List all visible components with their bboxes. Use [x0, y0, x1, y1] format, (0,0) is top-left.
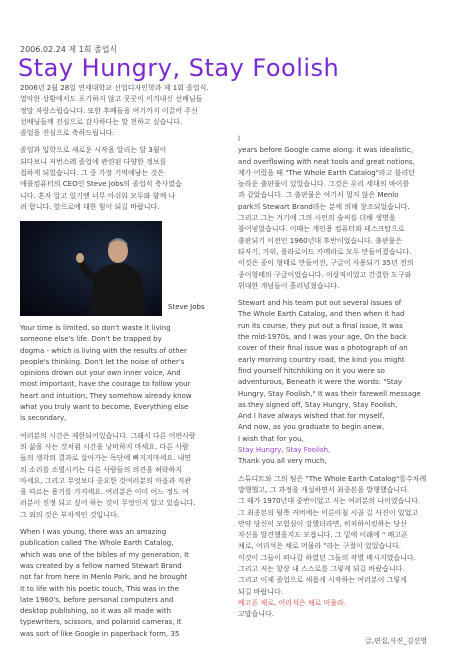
speech-excerpt-english-2: When I was young, there was an amazing publication called The Whole Earth Catalog, which was one of the bibles of my generation, It was created by a fellow named Stewart Brand not far from here in Menlo Park, and he brought it to life with his poetic touch, This was in the late 1960's, before personal computers and desktop publishing, so it was all made with typewriters, scissors, and polaroid cameras, It was sort of like Google in paperback form, 35: [20, 528, 189, 638]
korean-thank-you-line: 고맙습니다.: [238, 610, 275, 619]
speech-continuation-paragraph: l years before Google came along: it was idealistic, and overflowing with neat tools and great notions, 제가 어렸을 때 "The Whole Earth Catalog"라고 불리던 놀라운 출판물이 있었습니다. 그것은 우리 세대의 바이블 과 같았습니다. 그 출판물은 여기서 멀지 않은 Menlo park의 Stewart Brand라는 분에 의해 창조되었습니다. 그리고 그는 거기에 그의 시인의 숨씨를 더해 생명을 불어넣었습니다. 이때는 개인용 컴퓨터와 데스크탑으로 출판되기 이전인 1960년대 후반이었습니다. 출판물은 타자기, 가위, 폴라로이드 카메라로 모두 만들어졌습니다. 이것은 종이 형태로 만들어진, 구글이 사용되기 35년 전의 종이형태의 구글이었습니다. 이상적이었고 간결한 도구와 위대한 개념들이 흘러넘쳤습니다.: [238, 135, 415, 290]
left-speech-column: [20, 323, 210, 646]
right-speech-column: [238, 134, 430, 626]
speech-excerpt-english-1: Your time is limited, so don't waste it living someone else's life. Don't be trapped by dogma - which is living with the results of other people's thinking. Don't let the noise of other's opinions drown out your own inner voice, And most important, have the courage to follow your heart and intuition, They somehow already know what you truly want to become, Everything else is secondary,: [20, 324, 192, 423]
speech-excerpt-english-3: Stewart and his team put out several issues of The Whole Earth Catalog, and then when it had run its course, they put out a final issue, It was the mid-1970s, and I was your age, On the back cover of their final issue was a photograph of an early morning country road, the kind you might find yourself hitchhiking on it you were so adventurous, Beneath it were the words: "Stay Hungry, Stay Foolish," It was their farewell message as they signed off, Stay Hungry, Stay Foolish, And I have always wished that for myself, And now, as you graduate to begin anew, I wish that for you,: [238, 299, 421, 443]
stay-hungry-highlight: Stay Hungry, Stay Foolish,: [238, 446, 331, 455]
korean-stay-hungry-highlight: 배고픈 채로, 어리석은 채로 머물라.: [238, 598, 347, 607]
speech-translation-korean-1: 여러분의 시간은 제한되어있습니다. 그래서 다른 어떤사람 의 삶을 사는 것처럼 시간을 낭비하지 마세요. 다른 사람 들의 생각의 결과로 살아가는 독단에 빠지지마세요. 내면 의 소리를 소멸시키는 다른 사람들의 의견을 허락하지 마세요, 그리고 무엇보다 중요한 것여러분의 마음과 직관 을 따르는 용기를 가지세요. 여러분은 이미 어느 정도 여 러분이 진정 되고 싶어 하는 것이 무엇인지 알고 있습니다. 그 외의 것은 부차적인 것입니다.: [20, 431, 196, 519]
left-intro-column: [20, 83, 210, 219]
photo-caption: Steve Jobs: [168, 303, 205, 311]
intro-paragraph: 2006년 2월 28일 연세대학교 신업디자인학과 제 1회 졸업식. 열악한 상황에서도 포기하지 않고 꿋꿋이 이겨내신 선배님들 정말 자랑스럽습니다. 또한 후배들을 여기까지 이끌어 주신 선배님들께 진심으로 감사하다는 말 전하고 싶습니다. 졸업을 진심으로 축하드립니다.: [20, 84, 209, 138]
context-paragraph: 졸업과 입학으로 새로운 시작을 알리는 달 3월이 되다보니 저번스레 졸업에 관련된 다양한 정보를 접하게 되었습니다. 그 중 가장 기억에남는 것은 애플컴퓨터의 CEO인 Steve Jobs의 졸업식 축사였습 니다. 혼자 알고 있기엔 너무 아쉬워 모두와 함께 나 려 합니다. 앞으로에 대한 힘이 되길 바랍니다.: [20, 146, 182, 211]
thank-you-line: Thank you all very much,: [238, 457, 327, 466]
author-credit: 글,편집,사진_김선영: [364, 637, 427, 645]
speech-translation-korean-2: 스튜디트와 그의 팀은 "The Whole Earth Catalog"를수차례 발행했고, 그 과정을 개설하면서 최종본을 발행했습니다. 그 때가 1970년대 중반이었고 저는 여러분의 나이였습니다. 그 최종본의 뒷쪽 커버에는 이른아침 시골 길 사진이 있었고 만약 당신이 모험심이 강했더라면, 히치하이킹하는 당신 자신을 발견했을지도 모릅니다. 그 밑에 이래에 " 배고픈 채로, 어리석은 채로 머물라 "라는 구절이 있었습니다. 이것이 그들이 떠나갈 하였던 그들의 작별 메시지였습니다. 그리고 저는 항상 내 스스로를 그렇게 되길 바랐습니다. 그리고 이제 졸업으로 새롭게 시작하는 여러분이 그렇게 되길 바랍니다.: [238, 474, 427, 596]
steve-jobs-photo: [20, 221, 162, 316]
graduation-date: 2006.02.24 제 1회 졸업식: [20, 45, 118, 54]
page-title: Stay Hungry, Stay Foolish: [18, 54, 340, 82]
speaker-silhouette-icon: [20, 221, 162, 316]
